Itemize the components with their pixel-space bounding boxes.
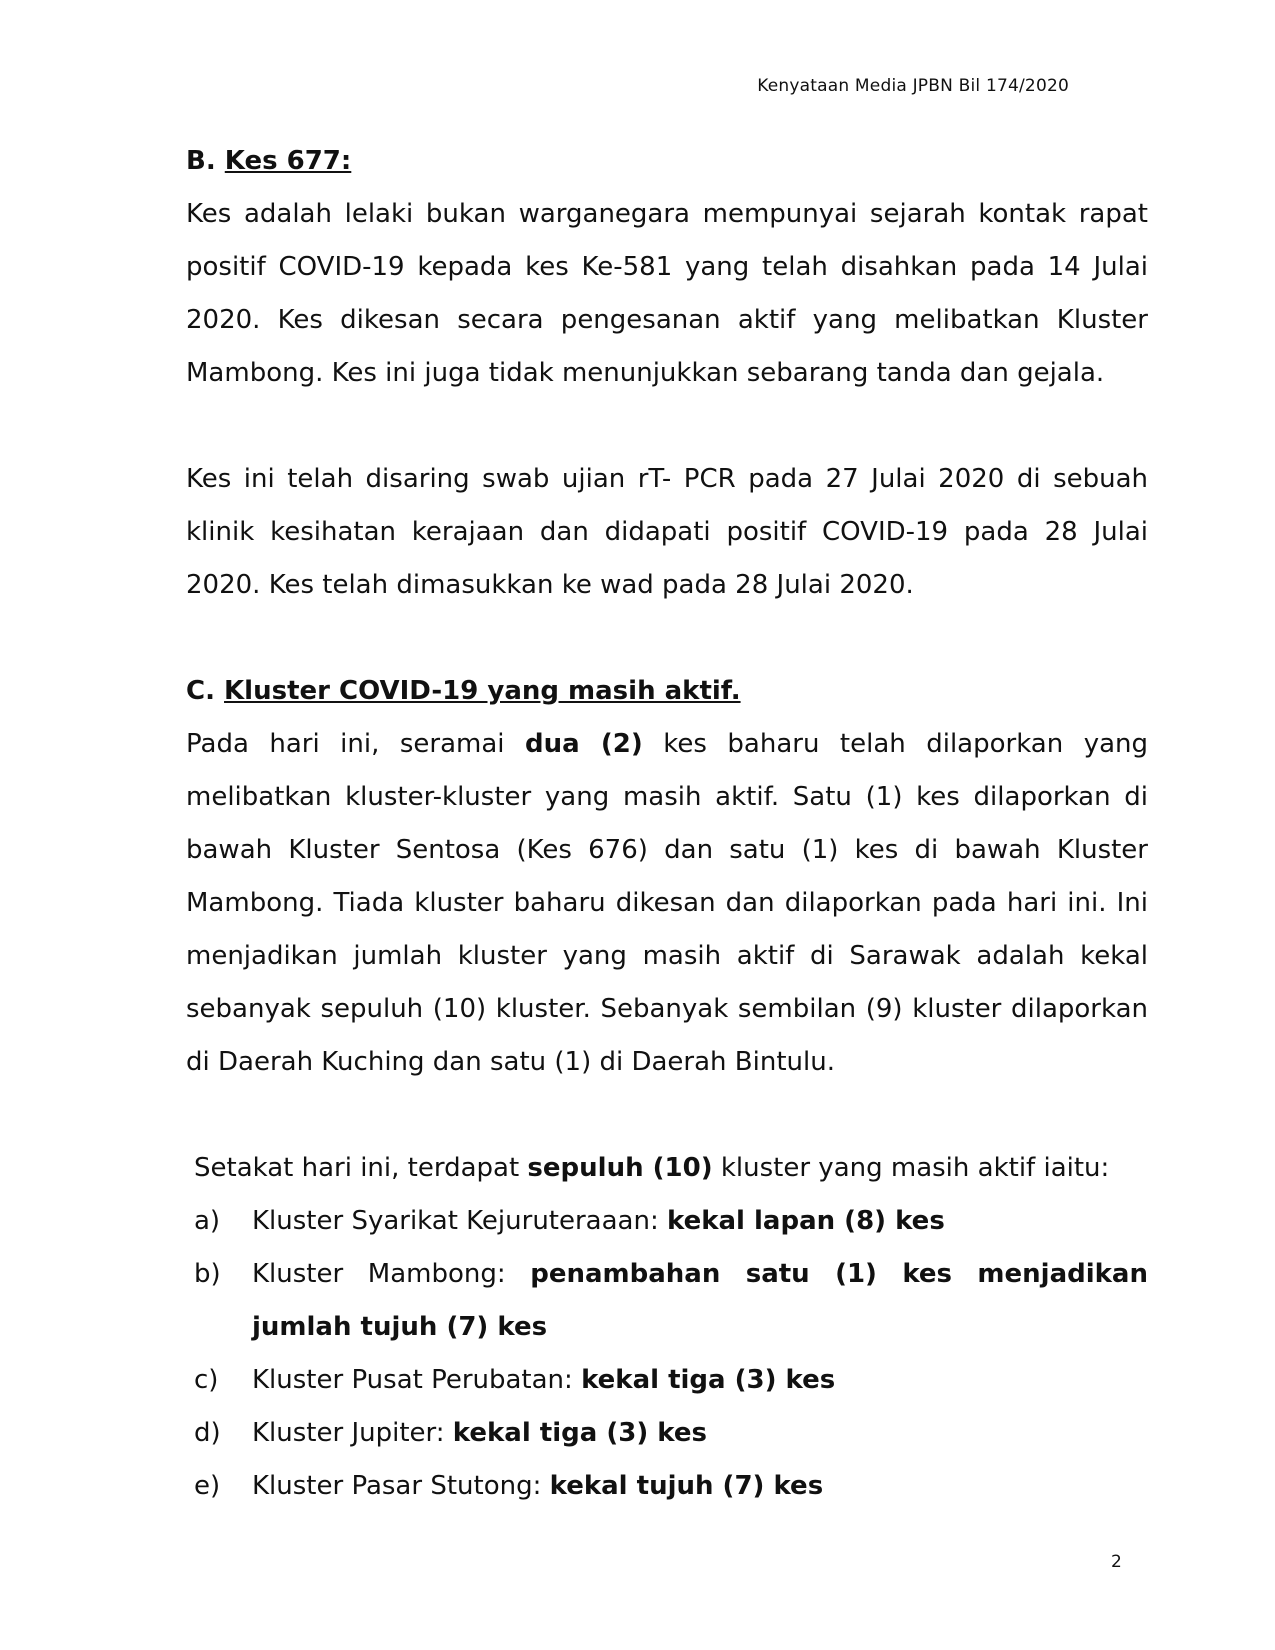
cluster-list-intro: Setakat hari ini, terdapat sepuluh (10) kluster yang masih aktif iaitu: bbox=[194, 1153, 1110, 1183]
section-b-paragraph-2: Kes ini telah disaring swab ujian rT- PCR pada 27 Julai 2020 di sebuah klinik kesihatan kerajaan dan didapati positif COVID-19 pada 28 Julai 2020. Kes telah dimasukkan ke wad pada 28 Julai 2020. bbox=[186, 464, 1148, 600]
list-item bbox=[186, 1460, 1148, 1513]
section-c-letter: C. bbox=[186, 676, 215, 706]
section-b-paragraph-1: Kes adalah lelaki bukan warganegara mempunyai sejarah kontak rapat positif COVID-19 kepada kes Ke-581 yang telah disahkan pada 14 Julai 2020. Kes dikesan secara pengesanan aktif yang melibatkan Kluster Mambong. Kes ini juga tidak menunjukkan sebarang tanda dan gejala. bbox=[186, 199, 1148, 388]
list-marker: e) bbox=[194, 1471, 221, 1501]
cluster-status: kekal tiga (3) kes bbox=[452, 1418, 707, 1448]
cluster-name: Kluster Pasar Stutong: bbox=[252, 1471, 550, 1501]
new-cases-count: dua (2) bbox=[524, 729, 643, 759]
list-marker: d) bbox=[194, 1418, 221, 1448]
list-item bbox=[186, 1248, 1148, 1354]
page-number: 2 bbox=[1111, 1552, 1122, 1572]
list-item bbox=[186, 1195, 1148, 1248]
list-marker: a) bbox=[194, 1206, 221, 1236]
list-marker: b) bbox=[194, 1259, 221, 1289]
list-marker: c) bbox=[194, 1365, 219, 1395]
document-body bbox=[186, 135, 1148, 1513]
list-item bbox=[186, 1407, 1148, 1460]
cluster-status: kekal lapan (8) kes bbox=[666, 1206, 945, 1236]
cluster-status: penambahan satu (1) kes menjadikan jumlah tujuh (7) kes bbox=[252, 1259, 1148, 1342]
section-b-heading bbox=[186, 135, 1148, 188]
cluster-name: Kluster Pusat Perubatan: bbox=[252, 1365, 582, 1395]
cluster-name: Kluster Mambong: bbox=[252, 1259, 531, 1289]
cluster-status: kekal tujuh (7) kes bbox=[549, 1471, 824, 1501]
cluster-list bbox=[186, 1195, 1148, 1513]
cluster-name: Kluster Jupiter: bbox=[252, 1418, 453, 1448]
section-b-letter: B. bbox=[186, 146, 216, 176]
document-header: Kenyataan Media JPBN Bil 174/2020 bbox=[757, 76, 1069, 96]
list-item bbox=[186, 1354, 1148, 1407]
active-cluster-count: sepuluh (10) bbox=[527, 1153, 713, 1183]
section-c-heading bbox=[186, 665, 1148, 718]
section-b-title: Kes 677: bbox=[224, 146, 352, 176]
cluster-status: kekal tiga (3) kes bbox=[581, 1365, 836, 1395]
cluster-name: Kluster Syarikat Kejuruteraaan: bbox=[252, 1206, 667, 1236]
section-c-title: Kluster COVID-19 yang masih aktif. bbox=[224, 676, 741, 706]
section-c-paragraph: Pada hari ini, seramai dua (2) kes baharu telah dilaporkan yang melibatkan kluster-kluster yang masih aktif. Satu (1) kes dilaporkan di bawah Kluster Sentosa (Kes 676) dan satu (1) kes di bawah Kluster Mambong. Tiada kluster baharu dikesan dan dilaporkan pada hari ini. Ini menjadikan jumlah kluster yang masih aktif di Sarawak adalah kekal sebanyak sepuluh (10) kluster. Sebanyak sembilan (9) kluster dilaporkan di Daerah Kuching dan satu (1) di Daerah Bintulu. bbox=[186, 729, 1149, 1077]
